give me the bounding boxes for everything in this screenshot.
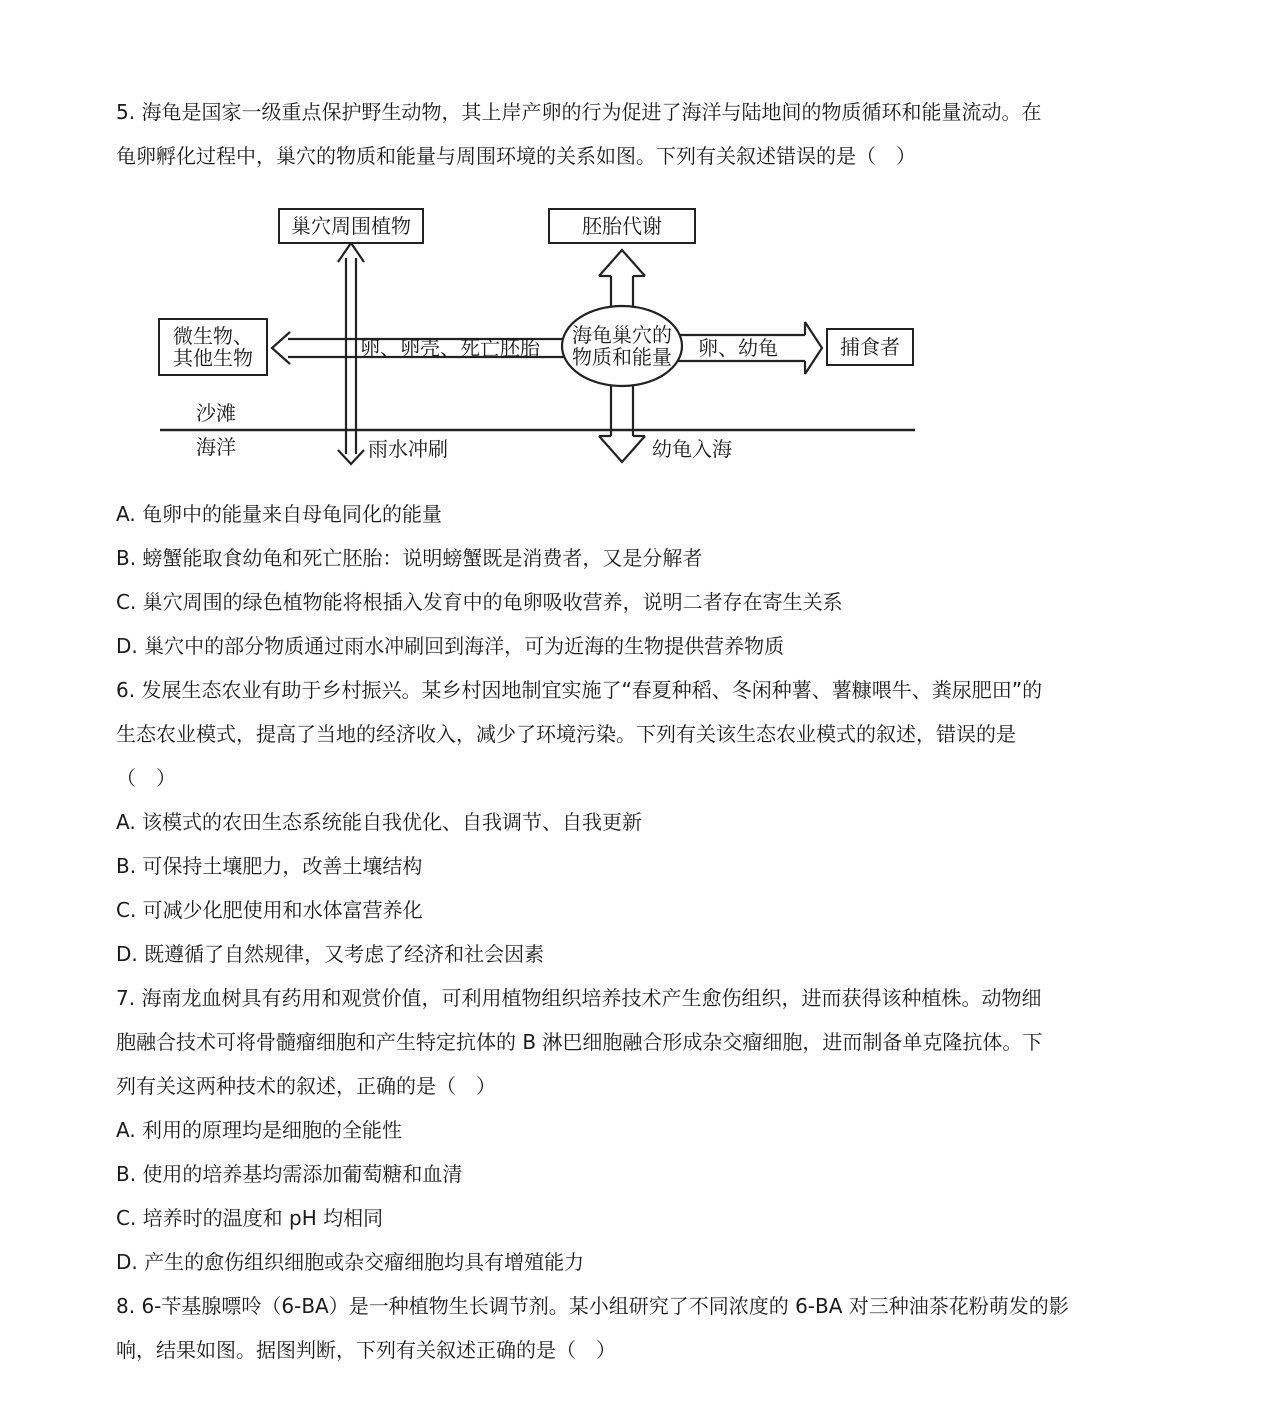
q6-stem-line-1: 6. 发展生态农业有助于乡村振兴。某乡村因地制宜实施了“春夏种稻、冬闲种薯、薯糠喂牛、粪尿肥田”的 <box>116 678 1043 702</box>
turtle-to-sea-label: 幼龟入海 <box>652 437 732 461</box>
q6-option-d: D. 既遵循了自然规律，又考虑了经济和社会因素 <box>116 942 545 966</box>
q5-stem-line-1: 5. 海龟是国家一级重点保护野生动物，其上岸产卵的行为促进了海洋与陆地间的物质循环和能量流动。在 <box>116 100 1042 124</box>
q5-option-b: B. 螃蟹能取食幼龟和死亡胚胎：说明螃蟹既是消费者，又是分解者 <box>116 546 703 570</box>
q5-nest-diagram <box>150 198 930 478</box>
left-arrow-label: 卵、卵壳、死亡胚胎 <box>360 336 540 360</box>
q8-stem-line-1: 8. 6-苄基腺嘌呤（6-BA）是一种植物生长调节剂。某小组研究了不同浓度的 6-BA 对三种油茶花粉萌发的影 <box>116 1294 1069 1318</box>
box-predator: 捕食者 <box>826 328 914 366</box>
q7-option-c: C. 培养时的温度和 pH 均相同 <box>116 1206 384 1230</box>
q7-stem-line-2: 胞融合技术可将骨髓瘤细胞和产生特定抗体的 B 淋巴细胞融合形成杂交瘤细胞，进而制备单克隆抗体。下 <box>116 1030 1043 1054</box>
box-embryo-metabolism: 胚胎代谢 <box>548 208 696 244</box>
q5-option-c: C. 巢穴周围的绿色植物能将根插入发育中的龟卵吸收营养，说明二者存在寄生关系 <box>116 590 843 614</box>
center-label-1: 海龟巢穴的 <box>572 323 672 347</box>
center-label <box>570 324 674 368</box>
arrow-to-embryo <box>599 250 645 310</box>
q7-option-b: B. 使用的培养基均需添加葡萄糖和血清 <box>116 1162 463 1186</box>
right-arrow-label: 卵、幼龟 <box>698 336 778 360</box>
q5-stem-line-2: 龟卵孵化过程中，巢穴的物质和能量与周围环境的关系如图。下列有关叙述错误的是（ ） <box>116 144 916 168</box>
q5-option-a: A. 龟卵中的能量来自母龟同化的能量 <box>116 502 443 526</box>
q6-option-b: B. 可保持土壤肥力，改善土壤结构 <box>116 854 423 878</box>
beach-label: 沙滩 <box>196 401 236 425</box>
q7-stem-line-3: 列有关这两种技术的叙述，正确的是（ ） <box>116 1074 496 1098</box>
rain-wash-label: 雨水冲刷 <box>368 437 448 461</box>
ocean-label: 海洋 <box>196 435 236 459</box>
arrow-to-sea <box>599 386 645 462</box>
q6-option-c: C. 可减少化肥使用和水体富营养化 <box>116 898 423 922</box>
box-nest-plants: 巢穴周围植物 <box>278 208 424 244</box>
q8-stem-line-2: 响，结果如图。据图判断，下列有关叙述正确的是（ ） <box>116 1338 616 1362</box>
q5-option-d: D. 巢穴中的部分物质通过雨水冲刷回到海洋，可为近海的生物提供营养物质 <box>116 634 785 658</box>
q6-stem-line-2: 生态农业模式，提高了当地的经济收入，减少了环境污染。下列有关该生态农业模式的叙述，错误的是 <box>116 722 1016 746</box>
q6-option-a: A. 该模式的农田生态系统能自我优化、自我调节、自我更新 <box>116 810 643 834</box>
box-microbes <box>158 318 268 376</box>
microbes-label-2: 其他生物 <box>173 346 253 370</box>
q7-option-d: D. 产生的愈伤组织细胞或杂交瘤细胞均具有增殖能力 <box>116 1250 585 1274</box>
q6-stem-line-3: （ ） <box>116 766 176 790</box>
center-label-2: 物质和能量 <box>572 345 672 369</box>
q7-stem-line-1: 7. 海南龙血树具有药用和观赏价值，可利用植物组织培养技术产生愈伤组织，进而获得该种植株。动物细 <box>116 986 1042 1010</box>
q7-option-a: A. 利用的原理均是细胞的全能性 <box>116 1118 403 1142</box>
microbes-label-1: 微生物、 <box>173 324 253 348</box>
